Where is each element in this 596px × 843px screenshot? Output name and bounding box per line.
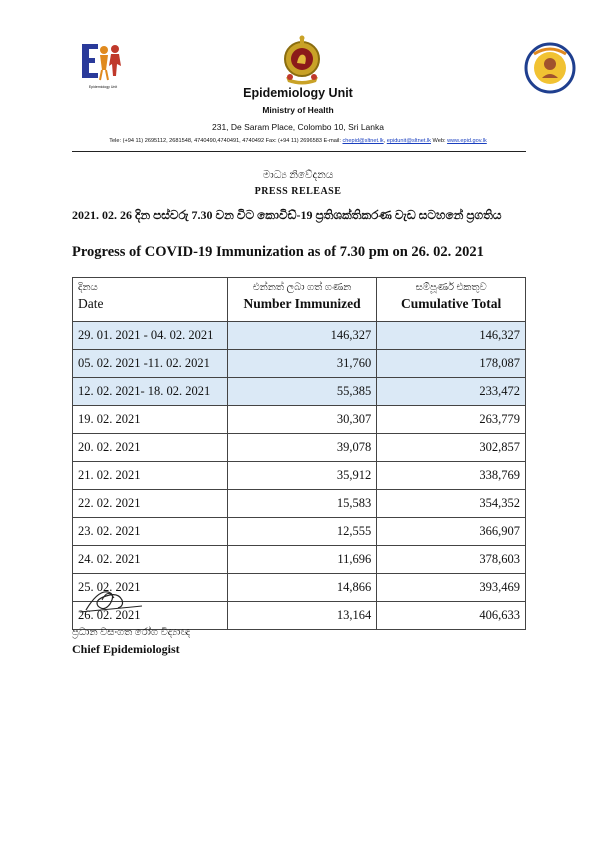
- table-row: [73, 462, 526, 490]
- signatory-title-sinhala: ප්‍රධාන වසංගත රෝග විද්‍යාඥ: [72, 627, 191, 638]
- contact-line: [0, 138, 596, 144]
- cell-number-immunized: 39,078: [227, 434, 376, 462]
- cell-date: 22. 02. 2021: [73, 490, 228, 518]
- table-row: [73, 518, 526, 546]
- column-header-date: [73, 278, 228, 322]
- cell-cumulative-total: 366,907: [377, 518, 526, 546]
- sri-lanka-emblem: [280, 35, 324, 87]
- column-header-total-sinhala: සම්පූර්ණ එකතුව: [415, 282, 487, 293]
- cell-date: 21. 02. 2021: [73, 462, 228, 490]
- cell-date: 12. 02. 2021- 18. 02. 2021: [73, 378, 228, 406]
- cell-cumulative-total: 338,769: [377, 462, 526, 490]
- headline-sinhala: 2021. 02. 26 දින පස්වරු 7.30 වන විට කොවිඩ්-19 ප්‍රතිශක්තිකරණ වැඩ සටහනේ ප්‍රගතිය: [72, 208, 502, 222]
- cell-date: 05. 02. 2021 -11. 02. 2021: [73, 350, 228, 378]
- table-row: [73, 406, 526, 434]
- table-row: [73, 350, 526, 378]
- column-header-date-sinhala: දිනය: [78, 282, 98, 293]
- immunization-table: [72, 277, 526, 630]
- cell-cumulative-total: 302,857: [377, 434, 526, 462]
- cell-date: 29. 01. 2021 - 04. 02. 2021: [73, 322, 228, 350]
- cell-number-immunized: 30,307: [227, 406, 376, 434]
- address: 231, De Saram Place, Colombo 10, Sri Lanka: [212, 122, 384, 132]
- table-header-row: [73, 278, 526, 322]
- cell-date: 19. 02. 2021: [73, 406, 228, 434]
- column-header-total-english: Cumulative Total: [401, 296, 502, 311]
- cell-cumulative-total: 354,352: [377, 490, 526, 518]
- email-link-1[interactable]: chepid@sltnet.lk: [342, 138, 384, 144]
- cell-cumulative-total: 393,469: [377, 574, 526, 602]
- cell-date: 26. 02. 2021: [73, 602, 228, 630]
- cell-number-immunized: 35,912: [227, 462, 376, 490]
- contact-phone-fax: Tele: (+94 11) 2695112, 2681548, 4740490,4740491, 4740492 Fax: (+94 11) 2696583 E-mail:: [109, 138, 343, 144]
- table-row: [73, 434, 526, 462]
- cell-number-immunized: 55,385: [227, 378, 376, 406]
- column-header-number-sinhala: එන්නත් ලබා ගත් ගණන: [252, 282, 352, 293]
- press-release-title-sinhala: මාධ්‍ය නිවේදනය: [262, 170, 334, 181]
- column-header-number-english: Number Immunized: [243, 296, 361, 311]
- web-label: Web:: [430, 138, 448, 144]
- cell-cumulative-total: 146,327: [377, 322, 526, 350]
- cell-date: 20. 02. 2021: [73, 434, 228, 462]
- press-release-title: PRESS RELEASE: [254, 186, 342, 197]
- column-header-number: [227, 278, 376, 322]
- cell-cumulative-total: 263,779: [377, 406, 526, 434]
- cell-number-immunized: 13,164: [227, 602, 376, 630]
- cell-date: 24. 02. 2021: [73, 546, 228, 574]
- headline-english: Progress of COVID-19 Immunization as of 7.30 pm on 26. 02. 2021: [72, 244, 484, 260]
- header-divider: [72, 151, 526, 152]
- cell-date: 23. 02. 2021: [73, 518, 228, 546]
- cell-cumulative-total: 378,603: [377, 546, 526, 574]
- table-row: [73, 546, 526, 574]
- email-link-2[interactable]: epidunit@sltnet.lk: [386, 138, 431, 144]
- cell-number-immunized: 31,760: [227, 350, 376, 378]
- signatory-title: Chief Epidemiologist: [72, 642, 180, 656]
- ministry-name: Ministry of Health: [262, 105, 334, 115]
- cell-number-immunized: 11,696: [227, 546, 376, 574]
- cell-number-immunized: 14,866: [227, 574, 376, 602]
- right-logo-caption: [576, 42, 577, 43]
- cell-date: 25. 02. 2021: [73, 574, 228, 602]
- table-row: [73, 378, 526, 406]
- organization-title: Epidemiology Unit: [243, 86, 353, 100]
- column-header-total: [377, 278, 526, 322]
- letterhead: [0, 0, 596, 160]
- cell-number-immunized: 12,555: [227, 518, 376, 546]
- left-logo-caption: Epidemiology Unit: [88, 85, 118, 89]
- cell-number-immunized: 146,327: [227, 322, 376, 350]
- column-header-date-english: Date: [78, 296, 104, 311]
- web-link[interactable]: www.epid.gov.lk: [447, 138, 487, 144]
- epidemiology-unit-logo: [78, 40, 126, 92]
- cell-number-immunized: 15,583: [227, 490, 376, 518]
- table-row: [73, 322, 526, 350]
- signature: [78, 580, 148, 622]
- table-row: [73, 490, 526, 518]
- cell-cumulative-total: 233,472: [377, 378, 526, 406]
- cell-cumulative-total: 406,633: [377, 602, 526, 630]
- email-separator: ,: [383, 138, 387, 144]
- cell-cumulative-total: 178,087: [377, 350, 526, 378]
